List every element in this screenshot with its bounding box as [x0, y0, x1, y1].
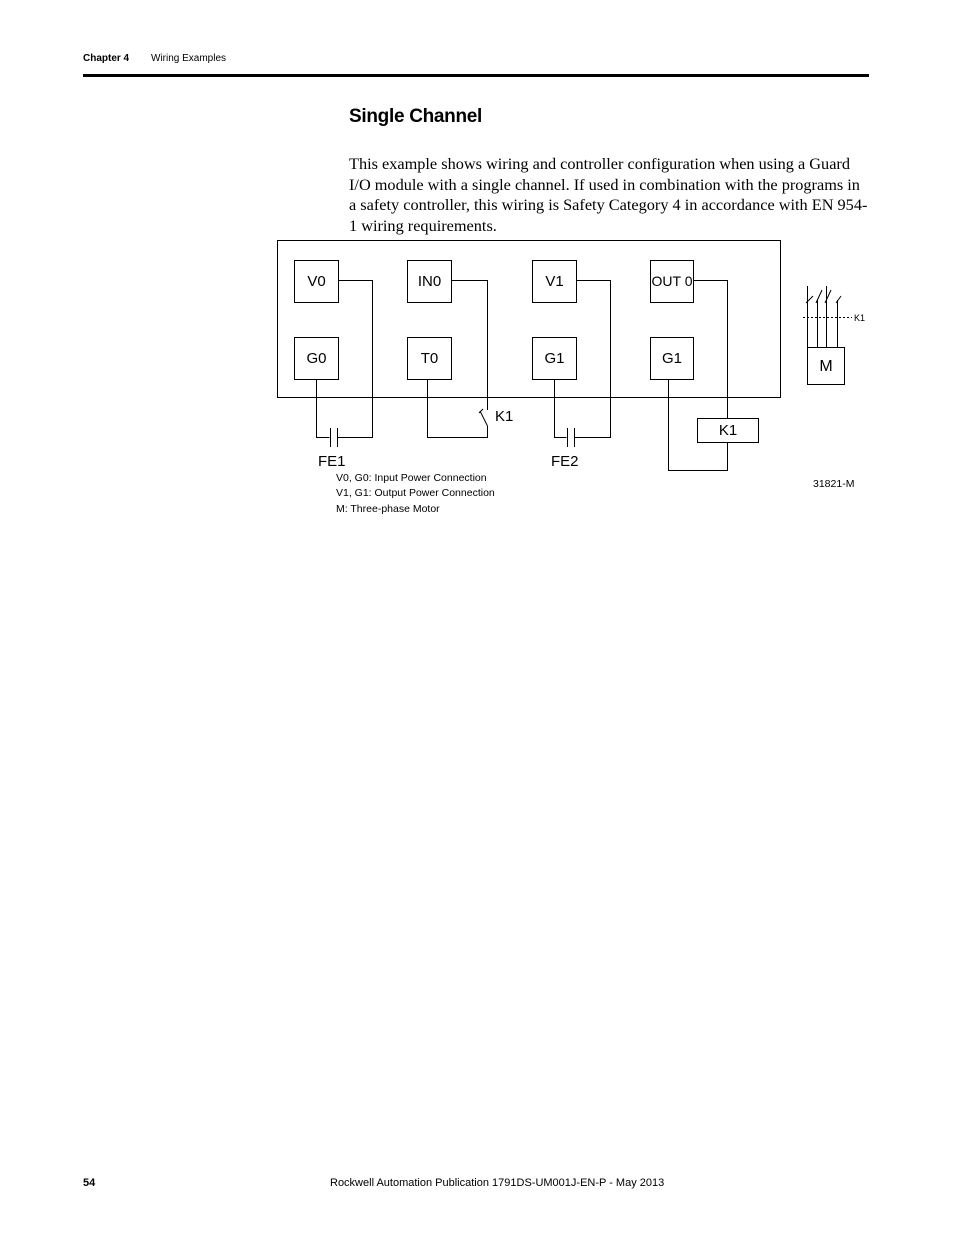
section-label: Wiring Examples — [151, 53, 227, 64]
label-v0: V0 — [307, 273, 326, 290]
label-g1b: G1 — [661, 350, 683, 367]
wire-g1a — [555, 380, 567, 438]
wire-t0 — [428, 380, 488, 438]
wiring-diagram — [0, 0, 954, 540]
label-fe1: FE1 — [318, 453, 346, 470]
section-title: Single Channel — [349, 106, 483, 127]
page-number: 54 — [83, 1177, 96, 1189]
legend-line-1: V0, G0: Input Power Connection — [336, 472, 487, 484]
label-out0: OUT 0 — [651, 273, 693, 289]
label-fe2: FE2 — [551, 453, 579, 470]
label-motor-k1: K1 — [854, 313, 866, 323]
body-paragraph: This example shows wiring and controller configuration when using a Guard I/O module with a single channel. If used in combination with the programs in a safety controller, this wiring is Safety Category 4 in accordance with EN 954-1 wiring requirements. — [349, 154, 868, 235]
label-t0: T0 — [420, 350, 439, 367]
label-g1a: G1 — [544, 350, 565, 367]
chapter-label: Chapter 4 — [83, 53, 130, 64]
wire-in0 — [452, 281, 488, 411]
k1-contact-blade — [480, 411, 488, 426]
label-motor: M — [819, 358, 833, 375]
label-k1-coil: K1 — [718, 422, 738, 439]
label-in0: IN0 — [417, 273, 442, 290]
wire-v0 — [338, 281, 373, 438]
legend-line-3: M: Three-phase Motor — [336, 503, 440, 515]
module-outline — [278, 241, 781, 398]
label-g0: G0 — [306, 350, 327, 367]
wire-g0 — [317, 380, 330, 438]
publication-info: Rockwell Automation Publication 1791DS-UM001J-EN-P - May 2013 — [330, 1177, 665, 1189]
figure-id: 31821-M — [813, 478, 855, 490]
wire-v1 — [575, 281, 611, 438]
label-k1-contact: K1 — [495, 408, 514, 425]
label-v1: V1 — [545, 273, 564, 290]
legend-line-2: V1, G1: Output Power Connection — [336, 487, 495, 499]
